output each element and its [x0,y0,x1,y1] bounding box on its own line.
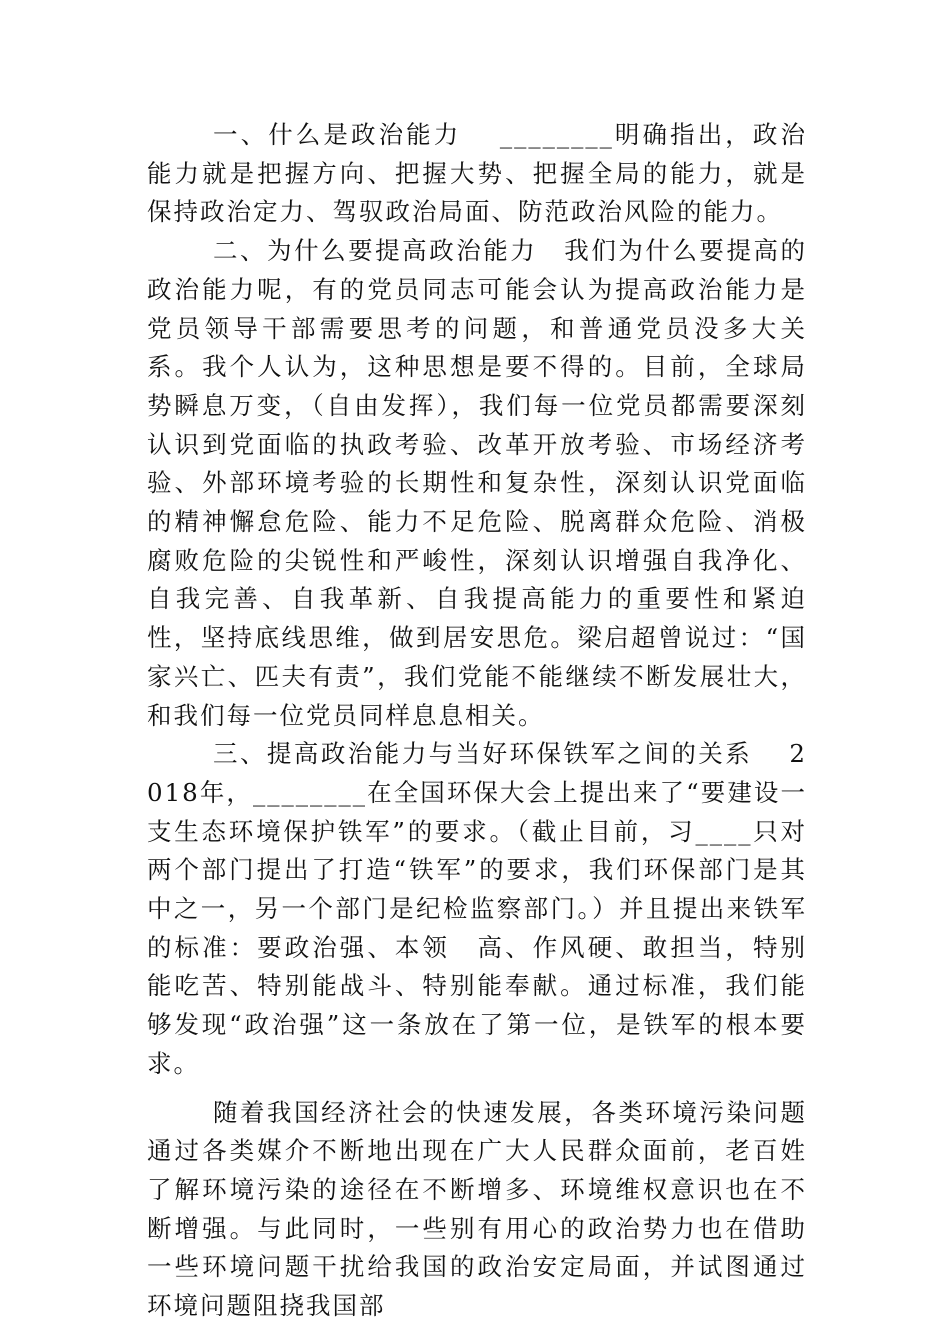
paragraph-section-two: 二、为什么要提高政治能力 我们为什么要提高的政治能力呢，有的党员同志可能会认为提高政治能力是党员领导干部需要思考的问题，和普通党员没多大关系。我个人认为，这种思想是要不得的。目前，全球局势瞬息万变，（自由发挥），我们每一位党员都需要深刻认识到党面临的执政考验、改革开放考验、市场经济考验、外部环境考验的长期性和复杂性，深刻认识党面临的精神懈怠危险、能力不足危险、脱离群众危险、消极腐败危险的尖锐性和严峻性，深刻认识增强自我净化、自我完善、自我革新、自我提高能力的重要性和紧迫性，坚持底线思维，做到居安思危。梁启超曾说过：“国家兴亡、匹夫有责”，我们党能不能继续不断发展壮大，和我们每一位党员同样息息相关。 [147,236,807,730]
paragraph-body: 随着我国经济社会的快速发展，各类环境污染问题通过各类媒介不断地出现在广大人民群众面前，老百姓了解环境污染的途径在不断增多、环境维权意识也在不断增强。与此同时，一些别有用心的政治势力也在借助一些环境问题干扰给我国的政治安定局面，并试图通过环境问题阻挠我国部 [147,1097,807,1321]
paragraph-section-one: 一、什么是政治能力 ________明确指出，政治能力就是把握方向、把握大势、把握全局的能力，就是保持政治定力、驾驭政治局面、防范政治风险的能力。 [147,120,807,227]
document-body [147,116,807,1326]
paragraph-section-three: 三、提高政治能力与当好环保铁军之间的关系 2018年，________在全国环保大会上提出来了“要建设一支生态环境保护铁军”的要求。（截止目前，习____只对两个部门提出了打造“铁军”的要求，我们环保部门是其中之一，另一个部门是纪检监察部门。）并且提出来铁军的标准：要政治强、本领 高、作风硬、敢担当，特别能吃苦、特别能战斗、特别能奉献。通过标准，我们能够发现“政治强”这一条放在了第一位，是铁军的根本要求。 [147,739,807,1078]
